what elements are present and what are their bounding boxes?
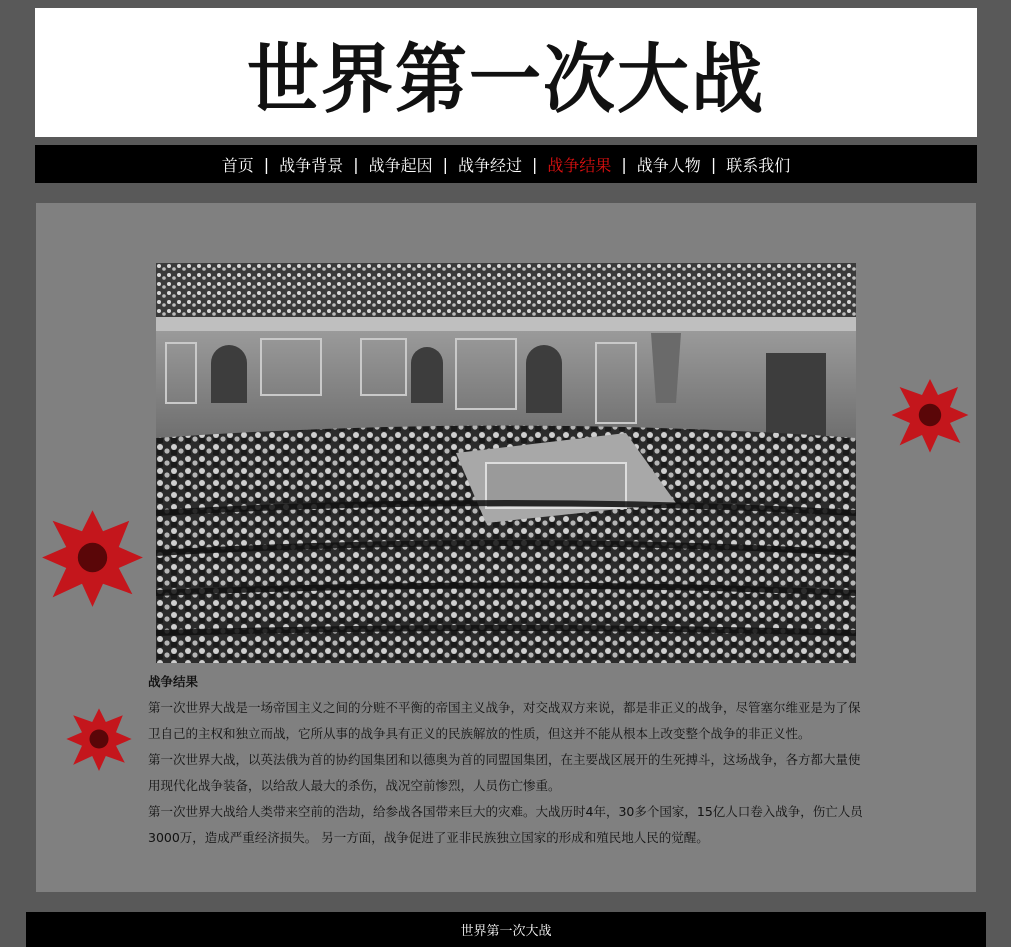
bullet-hole-icon [65, 705, 133, 773]
bullet-hole-icon [40, 505, 145, 610]
bullet-hole-icon [890, 375, 970, 455]
content-panel [36, 203, 976, 892]
nav-item-course[interactable]: 战争经过 [457, 155, 522, 175]
nav-item-contact[interactable]: 联系我们 [726, 155, 791, 175]
nav-item-home[interactable]: 首页 [221, 155, 254, 175]
article-paragraph: 第一次世界大战，以英法俄为首的协约国集团和以德奥为首的同盟国集团，在主要战区展开的生死搏斗，这场战争，各方都大量使用现代化战争装备，以给敌人最大的杀伤，战况空前惨烈，人员伤亡惨重。 [148, 752, 861, 793]
footer-text: 世界第一次大战 [460, 924, 552, 939]
nav-separator: | [442, 154, 448, 174]
article-paragraph: 第一次世界大战给人类带来空前的浩劫，给参战各国带来巨大的灾难。大战历时4年，30多个国家，15亿人口卷入战争，伤亡人员3000万，造成严重经济损失。 另一方面，战争促进了亚非民族独立国家的形成和殖民地人民的觉醒。 [148, 804, 863, 845]
header-banner [35, 8, 977, 137]
nav-separator: | [353, 154, 359, 174]
nav-separator: | [710, 154, 717, 174]
assembly-hall-photo [156, 263, 856, 663]
nav-separator: | [263, 154, 270, 174]
article [148, 669, 868, 851]
nav-separator: | [532, 154, 538, 174]
nav-item-cause[interactable]: 战争起因 [368, 155, 433, 175]
nav-item-background[interactable]: 战争背景 [279, 155, 344, 175]
article-heading: 战争结果 [148, 674, 199, 689]
nav-separator: | [621, 154, 627, 174]
footer [26, 912, 986, 947]
nav-item-people[interactable]: 战争人物 [636, 155, 701, 175]
article-paragraph: 第一次世界大战是一场帝国主义之间的分赃不平衡的帝国主义战争，对交战双方来说，都是非正义的战争，尽管塞尔维亚是为了保卫自己的主权和独立而战，它所从事的战争具有正义的民族解放的性质，但这并不能从根本上改变整个战争的非正义性。 [148, 700, 861, 741]
site-title: 世界第一次大战 [246, 34, 765, 123]
nav-item-result[interactable]: 战争结果 [547, 155, 612, 175]
main-nav [35, 145, 977, 183]
